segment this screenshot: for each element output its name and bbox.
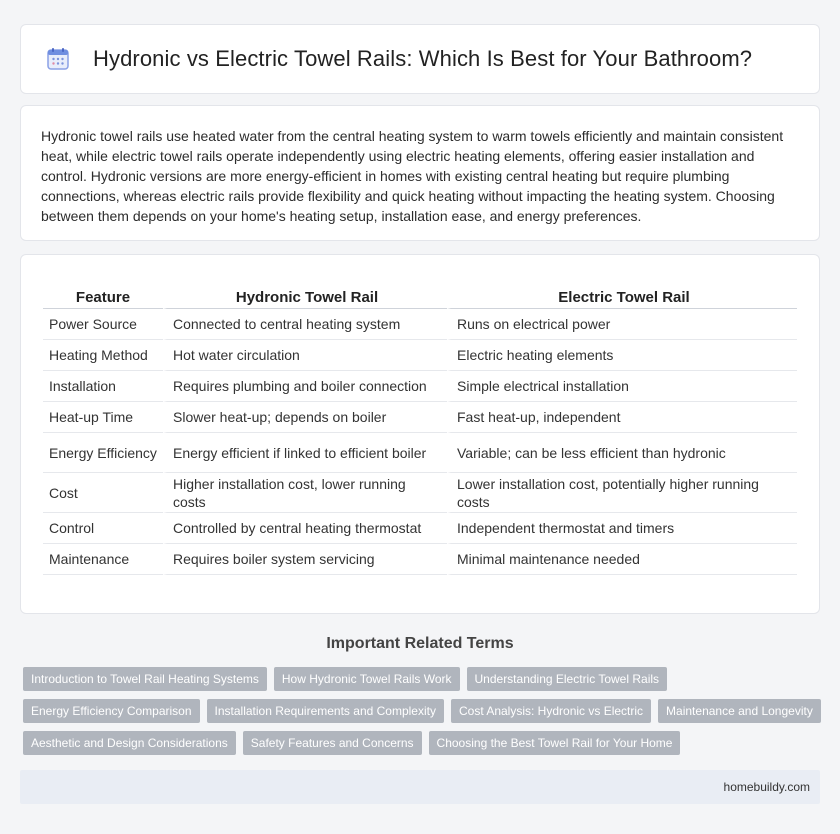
table-row bbox=[43, 544, 797, 575]
table-row bbox=[43, 433, 797, 473]
feature-cell: Power Source bbox=[43, 309, 163, 340]
related-term-tag[interactable]: Cost Analysis: Hydronic vs Electric bbox=[451, 699, 651, 723]
comparison-table-card bbox=[20, 254, 820, 614]
electric-cell: Electric heating elements bbox=[447, 340, 797, 371]
electric-cell: Runs on electrical power bbox=[447, 309, 797, 340]
hydronic-cell: Connected to central heating system bbox=[163, 309, 447, 340]
header-electric: Electric Towel Rail bbox=[447, 283, 797, 309]
calendar-icon bbox=[45, 46, 71, 72]
table-row bbox=[43, 371, 797, 402]
hydronic-cell: Requires plumbing and boiler connection bbox=[163, 371, 447, 402]
header-hydronic: Hydronic Towel Rail bbox=[163, 283, 447, 309]
electric-cell: Simple electrical installation bbox=[447, 371, 797, 402]
header-card bbox=[20, 24, 820, 94]
related-terms-title: Important Related Terms bbox=[326, 635, 514, 652]
electric-cell: Independent thermostat and timers bbox=[447, 513, 797, 544]
feature-cell: Heat-up Time bbox=[43, 402, 163, 433]
table-row bbox=[43, 473, 797, 513]
table-row bbox=[43, 402, 797, 433]
feature-cell: Installation bbox=[43, 371, 163, 402]
related-terms-list bbox=[23, 667, 823, 763]
tag-row bbox=[23, 731, 823, 755]
feature-cell: Maintenance bbox=[43, 544, 163, 575]
intro-paragraph: Hydronic towel rails use heated water from the central heating system to warm towels efficiently and maintain consistent heat, while electric towel rails operate independently using electric heating elements, offering easier installation and control. Hydronic versions are more energy-efficient in homes with existing central heating but require plumbing connections, whereas electric rails provide flexibility and quick heating without impacting the heating system. Choosing between them depends on your home's heating setup, installation ease, and energy preferences. bbox=[41, 128, 784, 224]
related-term-tag[interactable]: Understanding Electric Towel Rails bbox=[467, 667, 668, 691]
related-term-tag[interactable]: Introduction to Towel Rail Heating Systems bbox=[23, 667, 267, 691]
tag-row bbox=[23, 699, 823, 723]
related-term-tag[interactable]: Choosing the Best Towel Rail for Your Home bbox=[429, 731, 681, 755]
hydronic-cell: Higher installation cost, lower running costs bbox=[163, 473, 447, 513]
related-term-tag[interactable]: Energy Efficiency Comparison bbox=[23, 699, 200, 723]
table-row bbox=[43, 309, 797, 340]
intro-card bbox=[20, 105, 820, 241]
electric-cell: Lower installation cost, potentially higher running costs bbox=[447, 473, 797, 513]
related-term-tag[interactable]: Safety Features and Concerns bbox=[243, 731, 422, 755]
hydronic-cell: Hot water circulation bbox=[163, 340, 447, 371]
footer bbox=[20, 770, 820, 804]
table-header-row bbox=[43, 283, 797, 309]
related-term-tag[interactable]: Installation Requirements and Complexity bbox=[207, 699, 444, 723]
hydronic-cell: Slower heat-up; depends on boiler bbox=[163, 402, 447, 433]
table-row bbox=[43, 340, 797, 371]
electric-cell: Variable; can be less efficient than hydronic bbox=[447, 433, 797, 473]
feature-cell: Control bbox=[43, 513, 163, 544]
feature-cell: Heating Method bbox=[43, 340, 163, 371]
hydronic-cell: Requires boiler system servicing bbox=[163, 544, 447, 575]
footer-site-name: homebuildy.com bbox=[723, 780, 810, 794]
table-row bbox=[43, 513, 797, 544]
feature-cell: Energy Efficiency bbox=[43, 433, 163, 473]
tag-row bbox=[23, 667, 823, 691]
hydronic-cell: Energy efficient if linked to efficient boiler bbox=[163, 433, 447, 473]
related-term-tag[interactable]: How Hydronic Towel Rails Work bbox=[274, 667, 460, 691]
related-term-tag[interactable]: Maintenance and Longevity bbox=[658, 699, 821, 723]
feature-cell: Cost bbox=[43, 473, 163, 513]
electric-cell: Minimal maintenance needed bbox=[447, 544, 797, 575]
hydronic-cell: Controlled by central heating thermostat bbox=[163, 513, 447, 544]
related-term-tag[interactable]: Aesthetic and Design Considerations bbox=[23, 731, 236, 755]
electric-cell: Fast heat-up, independent bbox=[447, 402, 797, 433]
header-feature: Feature bbox=[43, 283, 163, 309]
page-title: Hydronic vs Electric Towel Rails: Which Is Best for Your Bathroom? bbox=[93, 46, 753, 71]
comparison-table bbox=[43, 283, 797, 575]
